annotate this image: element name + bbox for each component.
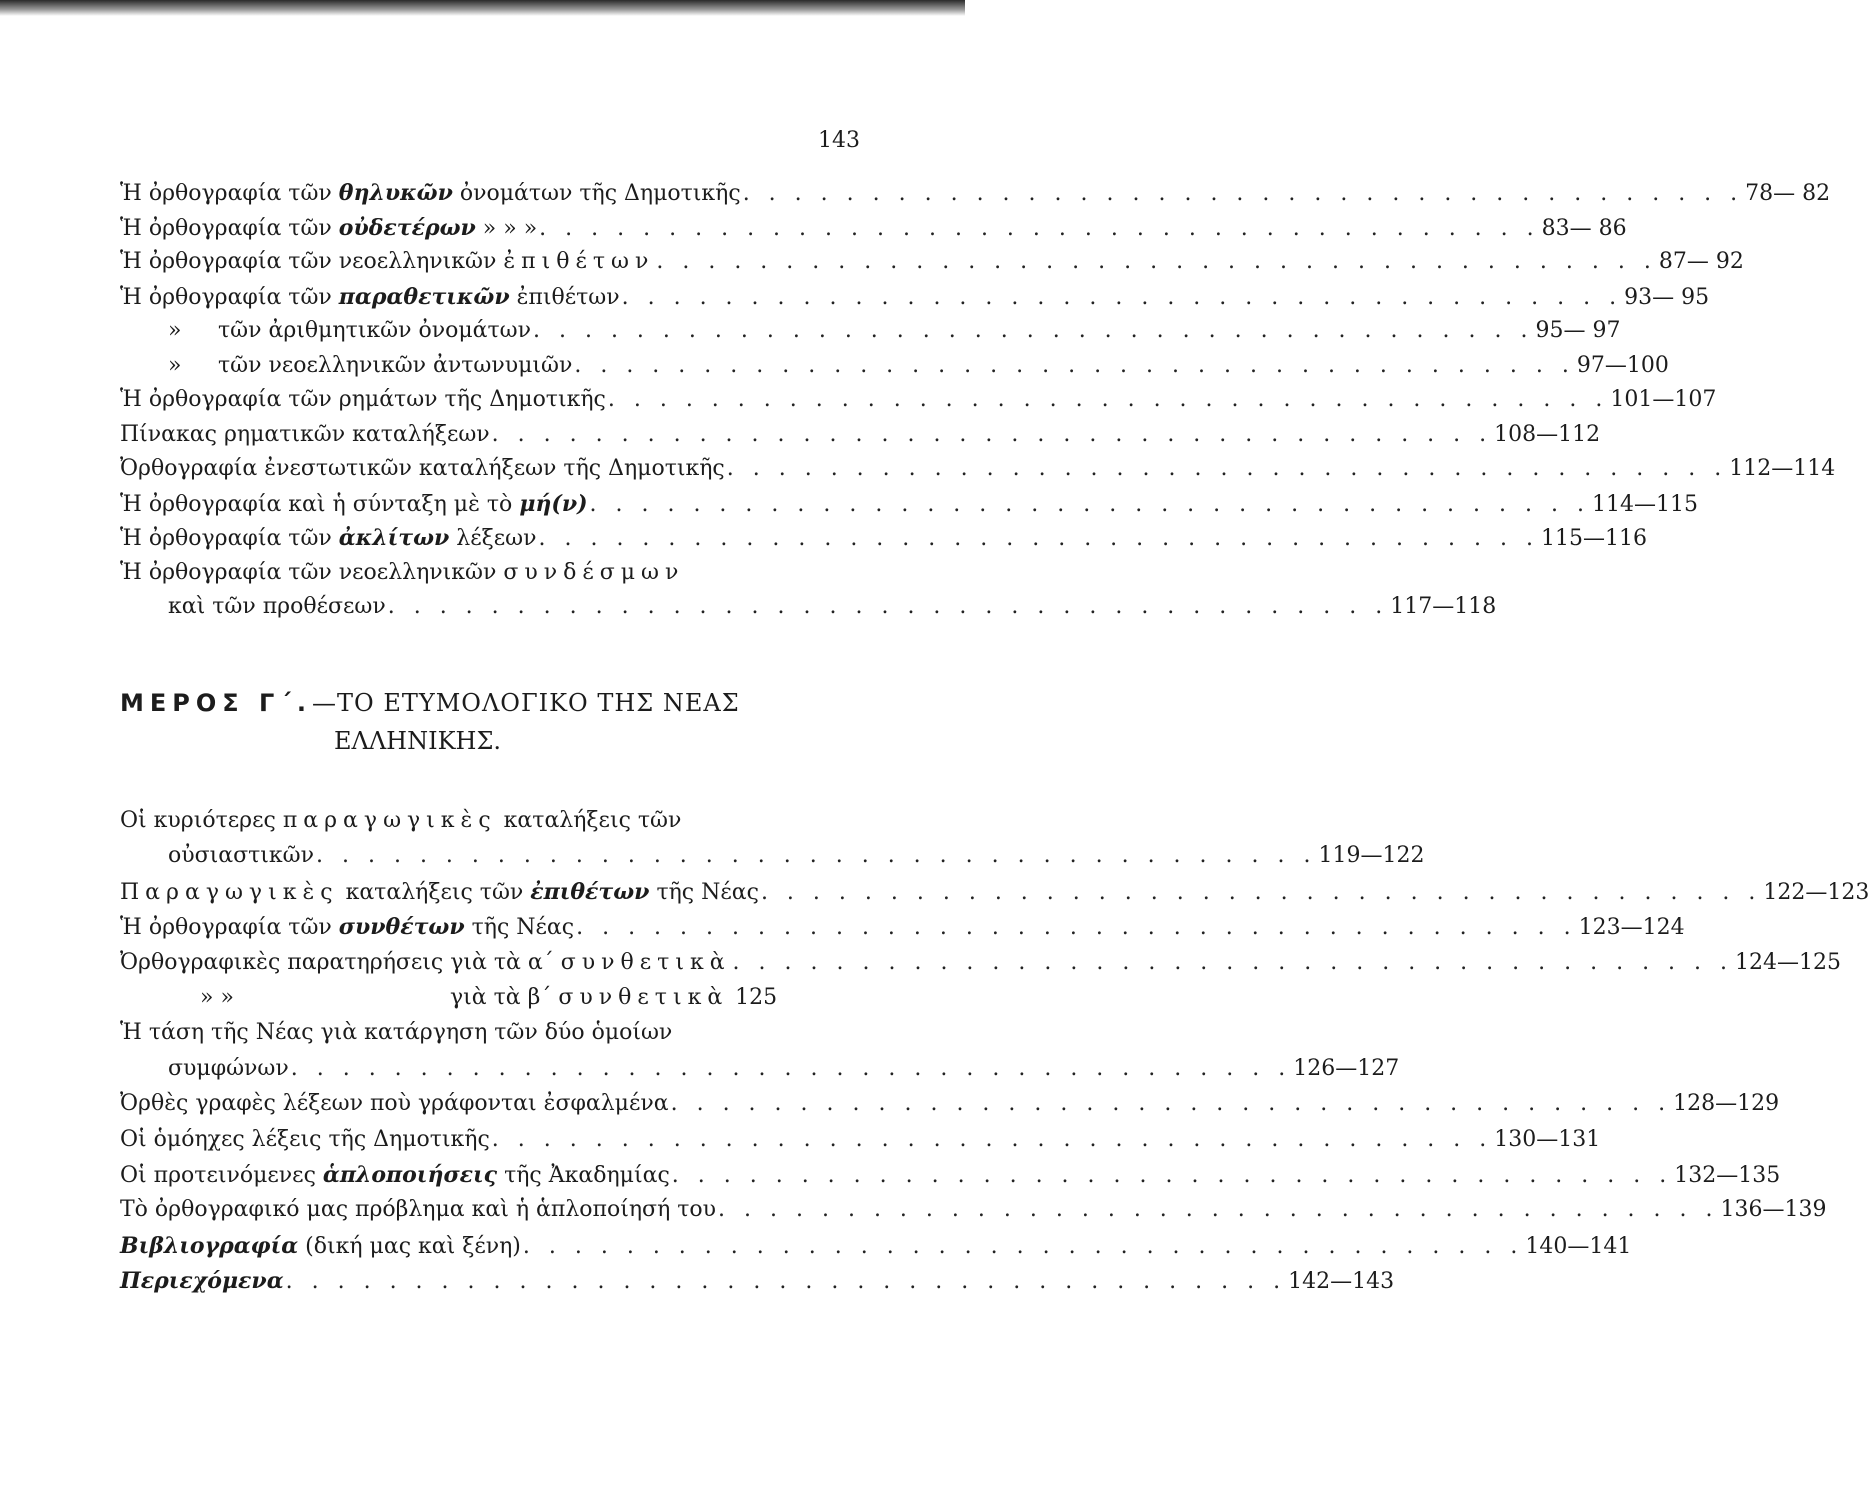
- toc-entry: [120, 1020, 866, 1055]
- toc-entry-pages: 123—124: [1578, 915, 1685, 941]
- toc-entry-pages: 93— 95: [1624, 284, 1710, 310]
- toc-entry-pages: 136—139: [1720, 1197, 1827, 1223]
- toc-entry-text: (δική μας καὶ ξένη): [298, 1233, 521, 1259]
- toc-entry-text: Ὀρθὲς γραφὲς λέξεων ποὺ γράφονται ἐσφαλμένα: [120, 1091, 669, 1117]
- toc-entry-title: [120, 843, 314, 868]
- toc-entry: [120, 1161, 1781, 1197]
- dot-leader: . . . . . . . . . . . . . . . . . . . . . . . . . . . . . . . . . . . . . . .: [671, 1162, 1673, 1188]
- toc-entry-pages: 97—100: [1576, 352, 1669, 378]
- toc-entry-emphasis: ἐπιθέτων: [530, 878, 650, 905]
- toc-entry-text: καταλήξεις τῶν: [338, 879, 531, 905]
- toc-entry-pages: 126—127: [1293, 1055, 1400, 1081]
- toc-entry: [120, 249, 1744, 284]
- toc-entry-title: [120, 491, 588, 517]
- toc-entry-text: Ἡ ὀρθογραφία καὶ ἡ σύνταξη μὲ τὸ: [120, 491, 520, 517]
- toc-entry-spaced: ἐπιθέτων: [503, 249, 655, 274]
- toc-entry: [120, 387, 1717, 422]
- dot-leader: . . . . . . . . . . . . . . . . . . . . . . . . . . . . . . . . . . . . . . .: [538, 526, 1539, 551]
- toc-entry: [120, 421, 1601, 457]
- ditto-mark: »: [168, 352, 182, 378]
- toc-entry-pages: 112—114: [1729, 456, 1836, 481]
- toc-entry-spaced: συνθετικὰ: [558, 984, 729, 1010]
- ditto-mark: » »: [200, 984, 234, 1010]
- toc-entry: [120, 180, 1831, 215]
- toc-entry-text: τῆς Νέας: [649, 879, 759, 905]
- toc-entry: [120, 283, 1710, 319]
- toc-entry-pages: 78— 82: [1745, 181, 1831, 206]
- dot-leader: . . . . . . . . . . . . . . . . . . . . . . . . . . . . . . . . . . . . . . .: [742, 181, 1744, 206]
- dot-leader: . . . . . . . . . . . . . . . . . . . . . . . . . . . . . . . . . . . . . . .: [574, 352, 1575, 378]
- toc-entry-title: [120, 879, 759, 905]
- toc-entry-text: ὀνομάτων τῆς Δημοτικῆς: [452, 181, 741, 206]
- toc-entry-emphasis: Περιεχόμενα: [120, 1268, 284, 1295]
- toc-entry-text: τῆς Νέας: [464, 915, 575, 941]
- table-of-contents-part-c: [120, 808, 1869, 1303]
- toc-entry-pages: 117—118: [1390, 594, 1497, 619]
- toc-entry-text: Ἡ ὀρθογραφία τῶν: [120, 526, 339, 551]
- toc-entry-text: Ἡ ὀρθογραφία τῶν: [120, 215, 339, 241]
- toc-entry-title: [120, 1162, 670, 1188]
- toc-entry-spaced: παραγωγικὲς: [282, 808, 497, 833]
- toc-entry-title: [120, 1127, 490, 1152]
- toc-entry-text: γιὰ τὰ β΄: [450, 984, 559, 1010]
- section-heading: [120, 684, 866, 760]
- ditto-mark: »: [168, 318, 182, 343]
- toc-entry-text: Τὸ ὀρθογραφικό μας πρόβλημα καὶ ἡ ἁπλοποίησή του: [120, 1197, 717, 1223]
- dot-leader: . . . . . . . . . . . . . . . . . . . . . . . . . . . . . . . . . . . . . . .: [539, 215, 1540, 241]
- toc-entry-text: συμφώνων: [168, 1055, 289, 1081]
- toc-entry-title: [120, 284, 620, 310]
- scan-edge: [0, 0, 965, 16]
- toc-entry-text: τῶν ἀριθμητικῶν ὀνομάτων: [218, 318, 531, 343]
- toc-entry-pages: 115—116: [1540, 526, 1647, 551]
- toc-entry-pages: 119—122: [1318, 843, 1425, 869]
- toc-entry-title: [120, 318, 531, 343]
- toc-entry: [120, 594, 1497, 629]
- toc-entry-title: [120, 1197, 716, 1222]
- toc-entry-title: [120, 1268, 284, 1294]
- toc-entry-text: τῆς Ἀκαδημίας: [497, 1162, 670, 1188]
- dot-leader: . . . . . . . . . . . . . . . . . . . . . . . . . . . . . . . . . . . . . . .: [285, 1269, 1287, 1295]
- dot-leader: . . . . . . . . . . . . . . . . . . . . . . . . . . . . . . . . . . . . . . .: [316, 843, 1317, 869]
- toc-entry: [120, 456, 1836, 491]
- dot-leader: . . . . . . . . . . . . . . . . . . . . . . . . . . . . . . . . . . . . . . .: [491, 421, 1493, 447]
- toc-entry-text: Οἱ ὁμόηχες λέξεις τῆς Δημοτικῆς: [120, 1126, 490, 1152]
- toc-entry-pages: 95— 97: [1535, 318, 1621, 343]
- toc-entry-pages: 101—107: [1610, 387, 1717, 412]
- section-title-line1: —ΤΟ ΕΤΥΜΟΛΟΓΙΚΟ ΤΗΣ ΝΕΑΣ: [312, 689, 740, 717]
- dot-leader: . . . . . . . . . . . . . . . . . . . . . . . . . . . . . . . . . . . . . . .: [607, 387, 1609, 412]
- toc-entry-emphasis: οὐδετέρων: [338, 214, 476, 241]
- toc-entry-spaced: συνδέσμων: [503, 559, 685, 585]
- toc-entry-pages: 142—143: [1288, 1269, 1395, 1295]
- toc-entry-title: [120, 353, 572, 378]
- toc-entry-text: Ἡ ὀρθογραφία τῶν: [120, 181, 339, 206]
- toc-entry-pages: 140—141: [1525, 1233, 1632, 1259]
- toc-entry-emphasis: συνθέτων: [338, 914, 465, 941]
- dot-leader: . . . . . . . . . . . . . . . . . . . . . . . . . . . . . . . . . . . . . . .: [621, 284, 1623, 310]
- toc-entry: [120, 1268, 1395, 1303]
- toc-entry-text: » » »: [475, 215, 538, 241]
- dot-leader: . . . . . . . . . . . . . . . . . . . . . . . . . . . . . . . . . . . . . . .: [656, 249, 1657, 274]
- toc-entry-title: [120, 525, 536, 551]
- toc-entry: [120, 985, 866, 1020]
- toc-entry-emphasis: παραθετικῶν: [338, 283, 510, 310]
- toc-entry-title: [120, 594, 386, 619]
- toc-entry-pages: 87— 92: [1658, 249, 1744, 274]
- toc-entry-title: [120, 387, 606, 412]
- toc-entry-title: [120, 215, 537, 241]
- toc-entry: [120, 1055, 1400, 1091]
- toc-entry-text: λέξεων: [449, 526, 537, 551]
- toc-entry-text: καταλήξεις τῶν: [496, 808, 682, 833]
- toc-entry-title: [120, 914, 574, 940]
- toc-entry-text: Πίνακας ρηματικῶν καταλήξεων: [120, 421, 490, 447]
- page-number: 143: [818, 128, 860, 153]
- dot-leader: . . . . . . . . . . . . . . . . . . . . . . . . . . . . . . . . . . . . . . .: [290, 1055, 1292, 1081]
- toc-entry: [120, 1232, 1632, 1268]
- dot-leader: . . . . . . . . . . . . . . . . . . . . . . . . . . . . . . . . . . . . . . .: [760, 879, 1762, 905]
- toc-entry-text: 125: [728, 984, 778, 1010]
- toc-entry-text: Ἡ ὀρθογραφία τῶν νεοελληνικῶν: [120, 559, 504, 585]
- toc-entry-title: [120, 950, 731, 975]
- toc-entry-title: [120, 180, 741, 206]
- dot-leader: . . . . . . . . . . . . . . . . . . . . . . . . . . . . . . . . . . . . . . .: [522, 1233, 1524, 1259]
- toc-entry-title: [120, 1091, 669, 1116]
- toc-entry: [120, 808, 866, 843]
- toc-entry-text: Ἡ ὀρθογραφία τῶν: [120, 284, 339, 310]
- toc-entry: [120, 525, 1647, 560]
- toc-entry-emphasis: Βιβλιογραφία: [120, 1232, 299, 1259]
- toc-entry-title: [120, 560, 684, 585]
- toc-entry-text: Ἡ τάση τῆς Νέας γιὰ κατάργηση τῶν δύο ὁμοίων: [120, 1020, 673, 1046]
- dot-leader: . . . . . . . . . . . . . . . . . . . . . . . . . . . . . . . . . . . . . . .: [726, 456, 1728, 481]
- toc-entry-spaced: Παραγωγικὲς: [120, 879, 339, 905]
- toc-entry-text: τῶν νεοελληνικῶν ἀντωνυμιῶν: [218, 352, 573, 378]
- toc-entry-title: [120, 249, 654, 274]
- toc-entry: [120, 352, 1669, 388]
- toc-entry-emphasis: ἁπλοποιήσεις: [322, 1161, 498, 1188]
- toc-entry-title: [120, 985, 777, 1010]
- dot-leader: . . . . . . . . . . . . . . . . . . . . . . . . . . . . . . . . . . . . . . .: [718, 1197, 1719, 1223]
- table-of-contents-part-b: [120, 180, 1836, 629]
- toc-entry: [120, 949, 1842, 985]
- toc-entry: [120, 560, 866, 595]
- toc-entry: [120, 1091, 1780, 1126]
- toc-entry-title: [120, 1233, 521, 1259]
- toc-entry-pages: 122—123: [1763, 879, 1869, 905]
- toc-entry-text: Οἱ κυριότερες: [120, 808, 283, 833]
- toc-entry-spaced: συνθετικὰ: [560, 949, 731, 975]
- toc-entry: [120, 318, 1621, 353]
- toc-entry-emphasis: μή(ν): [519, 490, 588, 517]
- toc-entry-pages: 83— 86: [1541, 215, 1627, 241]
- toc-entry: [120, 1126, 1601, 1162]
- toc-entry: [120, 843, 1425, 878]
- toc-entry: [120, 214, 1627, 250]
- toc-entry-pages: 128—129: [1673, 1091, 1780, 1117]
- section-title-line2: ΕΛΛΗΝΙΚΗΣ.: [334, 727, 502, 755]
- toc-entry-text: Ἡ ὀρθογραφία τῶν νεοελληνικῶν: [120, 249, 504, 274]
- dot-leader: . . . . . . . . . . . . . . . . . . . . . . . . . . . . . . . . . . . . . . .: [532, 318, 1534, 343]
- toc-entry-title: [120, 808, 681, 833]
- toc-entry-title: [120, 456, 725, 481]
- toc-entry: [120, 878, 1869, 914]
- toc-entry-text: οὐσιαστικῶν: [168, 843, 314, 869]
- toc-entry-emphasis: θηλυκῶν: [338, 180, 453, 206]
- toc-entry: [120, 490, 1698, 526]
- toc-entry-pages: 124—125: [1735, 949, 1842, 975]
- dot-leader: . . . . . . . . . . . . . . . . . . . . . . . . . . . . . . . . . . . . . . .: [732, 949, 1734, 975]
- dot-leader: . . . . . . . . . . . . . . . . . . . . . . . . . . . . . . . . . . . . . . .: [576, 915, 1577, 941]
- toc-entry-text: Οἱ προτεινόμενες: [120, 1162, 323, 1188]
- dot-leader: . . . . . . . . . . . . . . . . . . . . . . . . . . . . . . . . . . . . . . .: [670, 1091, 1672, 1117]
- toc-entry-pages: 130—131: [1494, 1126, 1601, 1152]
- toc-entry-text: Ὀρθογραφία ἐνεστωτικῶν καταλήξεων τῆς Δημοτικῆς: [120, 456, 725, 481]
- toc-entry: [120, 914, 1685, 949]
- toc-entry-text: Ὀρθογραφικὲς παρατηρήσεις γιὰ τὰ α΄: [120, 949, 561, 975]
- toc-entry-pages: 132—135: [1674, 1162, 1781, 1188]
- toc-entry-pages: 114—115: [1591, 491, 1698, 517]
- dot-leader: . . . . . . . . . . . . . . . . . . . . . . . . . . . . . . . . . . . . . . .: [589, 491, 1590, 517]
- toc-entry-text: Ἡ ὀρθογραφία τῶν: [120, 915, 339, 941]
- toc-entry-emphasis: ἀκλίτων: [338, 525, 450, 551]
- toc-entry-pages: 108—112: [1494, 421, 1601, 447]
- toc-entry-title: [120, 422, 490, 447]
- section-label: ΜΕΡΟΣ Γ΄.: [120, 689, 313, 717]
- toc-entry-title: [120, 1020, 672, 1045]
- toc-entry-title: [120, 1056, 289, 1081]
- dot-leader: . . . . . . . . . . . . . . . . . . . . . . . . . . . . . . . . . . . . . . .: [491, 1126, 1493, 1152]
- toc-entry-text: Ἡ ὀρθογραφία τῶν ρημάτων τῆς Δημοτικῆς: [120, 387, 606, 412]
- toc-entry-text: ἐπιθέτων: [509, 284, 620, 310]
- toc-entry-text: καὶ τῶν προθέσεων: [168, 594, 386, 619]
- dot-leader: . . . . . . . . . . . . . . . . . . . . . . . . . . . . . . . . . . . . . . .: [387, 594, 1389, 619]
- toc-entry: [120, 1197, 1827, 1232]
